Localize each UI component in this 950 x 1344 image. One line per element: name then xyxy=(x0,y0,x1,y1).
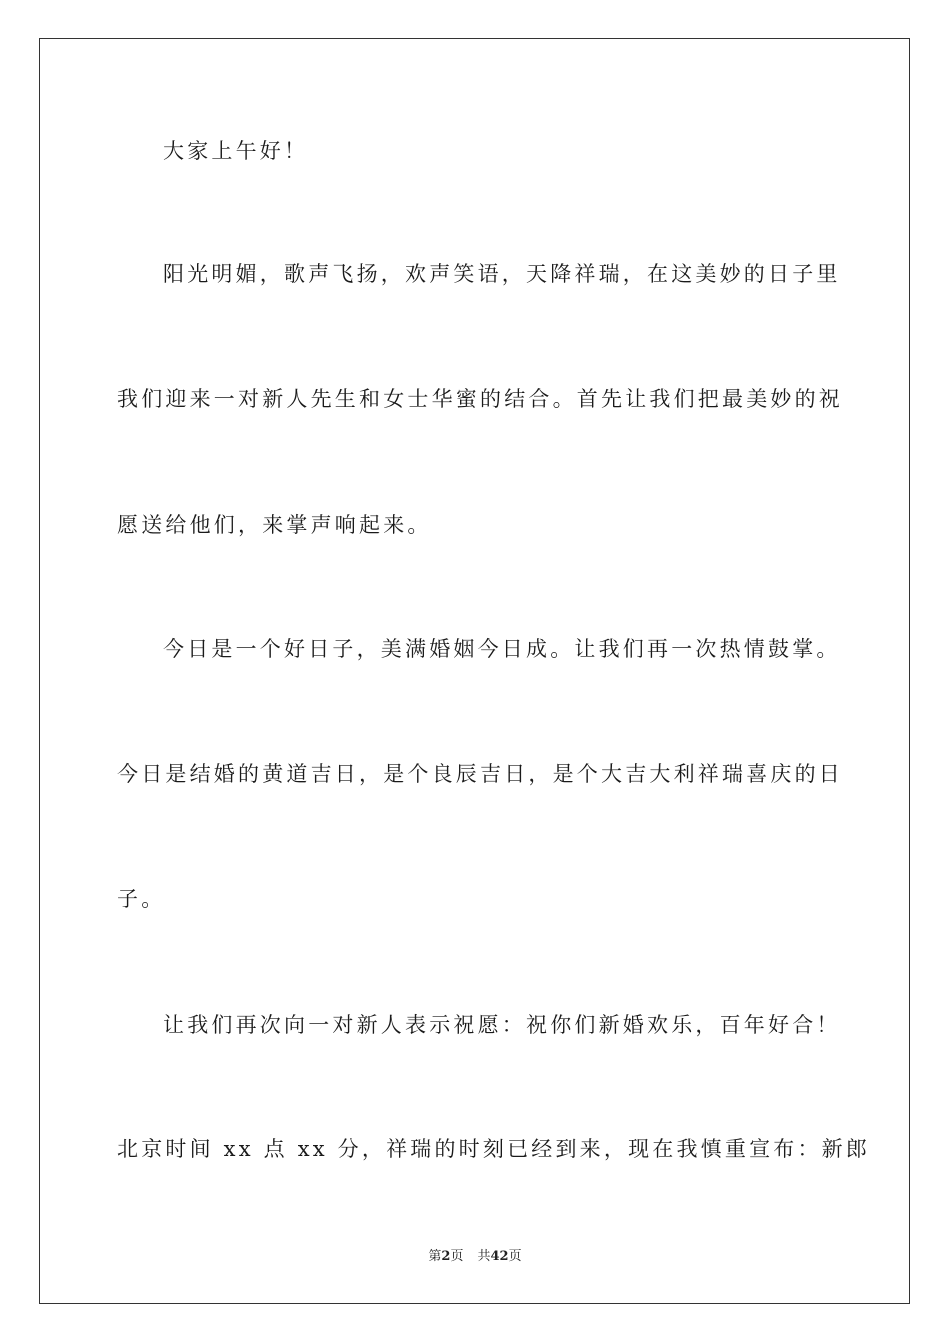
greeting-line: 大家上午好！ xyxy=(163,139,309,163)
page-border xyxy=(39,38,910,1304)
total-suffix: 页 xyxy=(508,1249,522,1264)
page-prefix: 第 xyxy=(428,1249,442,1264)
paragraph-line: 愿送给他们，来掌声响起来。 xyxy=(117,513,432,537)
paragraph-line: 今日是结婚的黄道吉日，是个良辰吉日，是个大吉大利祥瑞喜庆的日 xyxy=(117,762,843,786)
page-number: 2 xyxy=(441,1249,451,1264)
page-footer xyxy=(0,1248,950,1266)
total-prefix: 共 xyxy=(477,1249,491,1264)
paragraph-line: 让我们再次向一对新人表示祝愿：祝你们新婚欢乐，百年好合！ xyxy=(163,1013,841,1037)
paragraph-line: 子。 xyxy=(117,887,166,911)
paragraph-line: 我们迎来一对新人先生和女士华蜜的结合。首先让我们把最美妙的祝 xyxy=(117,387,843,411)
paragraph-line: 北京时间 xx 点 xx 分，祥瑞的时刻已经到来，现在我慎重宣布：新郎 xyxy=(117,1137,871,1161)
paragraph-line: 今日是一个好日子，美满婚姻今日成。让我们再一次热情鼓掌。 xyxy=(163,637,841,661)
paragraph-line: 阳光明媚，歌声飞扬，欢声笑语，天降祥瑞，在这美妙的日子里 xyxy=(163,262,841,286)
page-suffix: 页 xyxy=(450,1249,464,1264)
total-pages: 42 xyxy=(490,1249,509,1264)
